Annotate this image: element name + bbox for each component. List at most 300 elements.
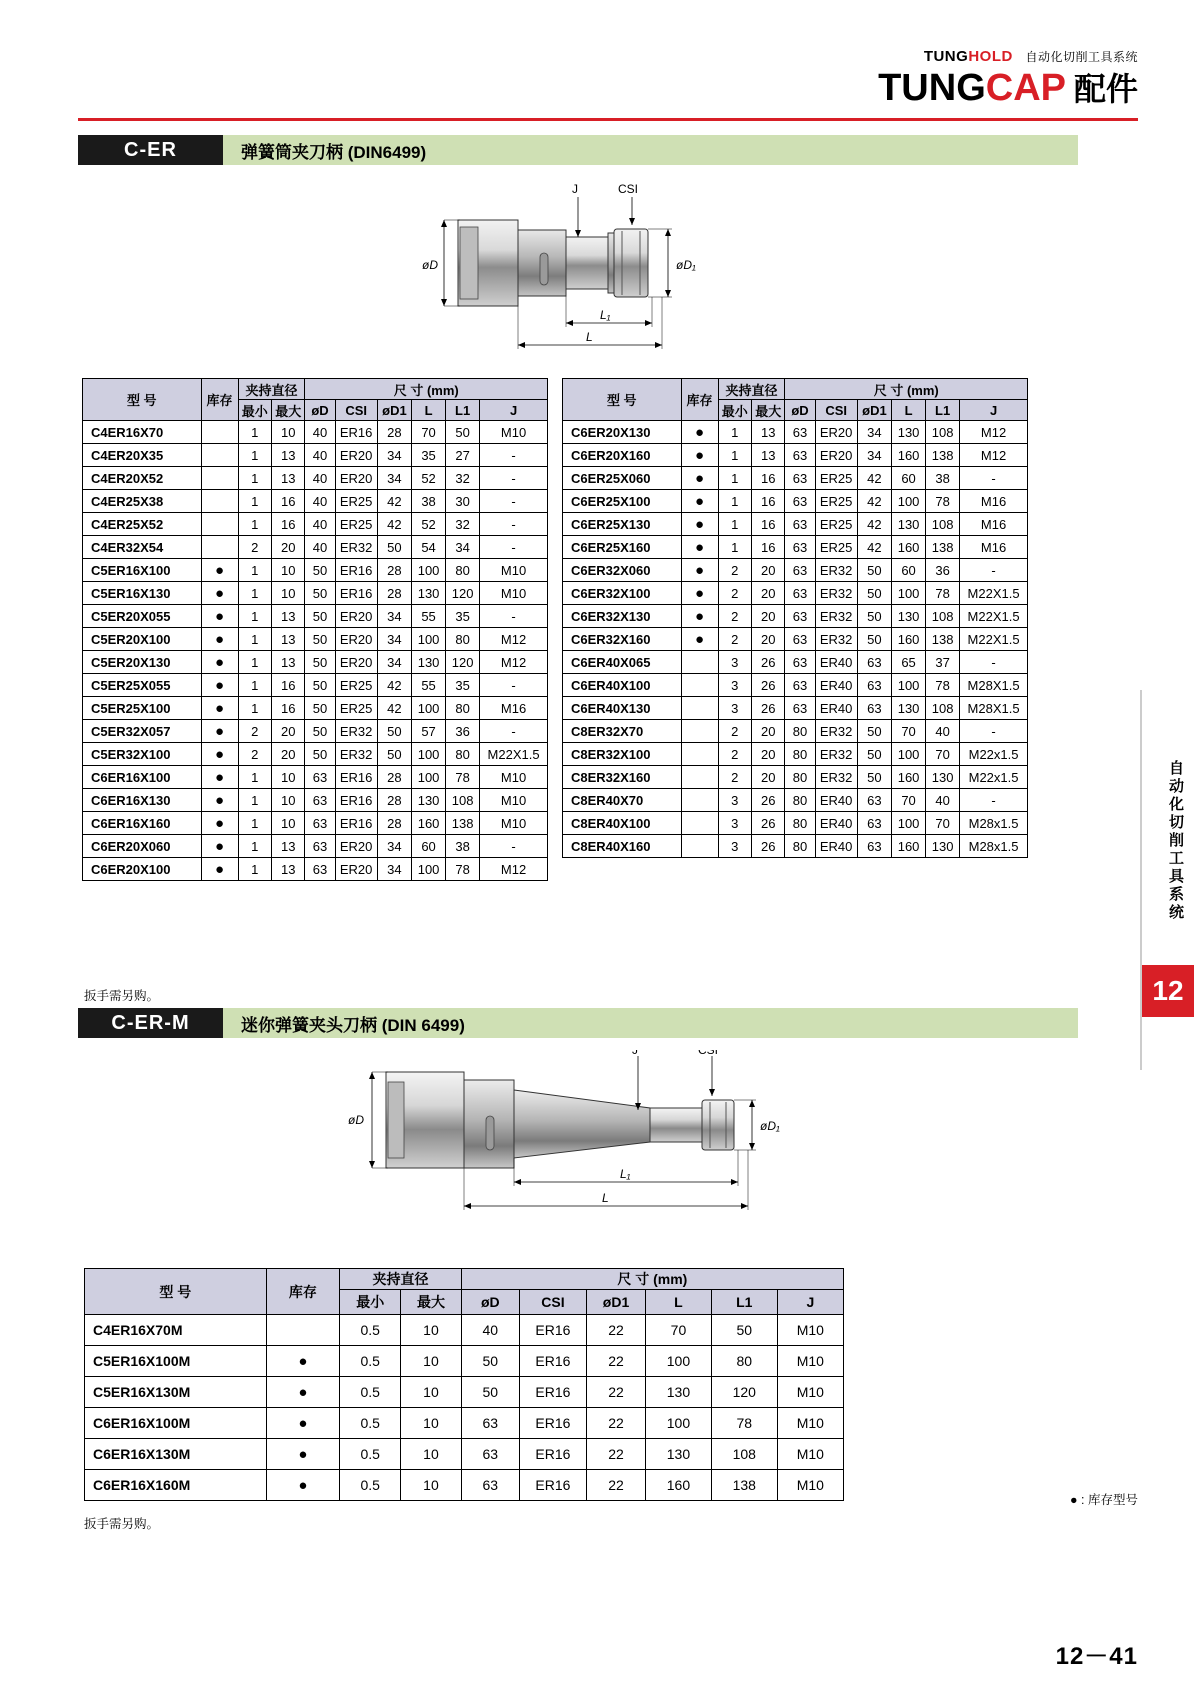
cell-oD1: 28: [377, 812, 411, 835]
cell-oD1: 50: [857, 743, 891, 766]
table-row: [563, 421, 1028, 444]
cell-J: M10: [480, 789, 548, 812]
cell-J: -: [480, 444, 548, 467]
cell-J: M10: [480, 766, 548, 789]
cell-oD1: 34: [377, 444, 411, 467]
cell-max: 10: [271, 421, 305, 444]
table-row: [563, 697, 1028, 720]
cell-oD1: 22: [587, 1346, 646, 1377]
cell-L: 70: [412, 421, 446, 444]
cell-model: C4ER20X35: [83, 444, 202, 467]
cell-oD1: 50: [857, 766, 891, 789]
cell-oD: 63: [785, 421, 815, 444]
cell-L1: 36: [446, 720, 480, 743]
cell-max: 26: [751, 789, 785, 812]
cell-oD: 80: [785, 835, 815, 858]
cell-min: 1: [238, 651, 271, 674]
cell-J: M16: [960, 513, 1028, 536]
table-row: [563, 536, 1028, 559]
cell-max: 13: [271, 858, 305, 881]
table-row: [563, 559, 1028, 582]
table-row: [563, 651, 1028, 674]
cell-L: 130: [892, 697, 926, 720]
table-row: [563, 720, 1028, 743]
cell-L: 100: [412, 559, 446, 582]
cell-oD: 40: [305, 467, 335, 490]
cell-stock: ●: [201, 812, 238, 835]
table-row: [563, 835, 1028, 858]
cell-oD1: 28: [377, 559, 411, 582]
table-row: [563, 444, 1028, 467]
note-wrench-1: 扳手需另购。: [84, 989, 160, 1003]
th-dim: 尺 寸 (mm): [785, 379, 1028, 400]
cell-oD: 50: [305, 720, 335, 743]
cell-model: C4ER20X52: [83, 467, 202, 490]
note-wrench-2: 扳手需另购。: [84, 1517, 160, 1531]
th-l: L: [646, 1290, 712, 1315]
cell-min: 1: [718, 490, 751, 513]
svg-text:L: L: [602, 1191, 609, 1205]
cell-L1: 120: [446, 651, 480, 674]
th-j: J: [960, 400, 1028, 421]
cell-stock: ●: [201, 697, 238, 720]
cell-L1: 38: [446, 835, 480, 858]
cell-model: C6ER32X060: [563, 559, 682, 582]
th-model: 型 号: [83, 379, 202, 421]
cell-J: -: [480, 490, 548, 513]
cell-L1: 138: [711, 1470, 777, 1501]
table-row: [85, 1470, 844, 1501]
cell-L1: 78: [446, 858, 480, 881]
cell-max: 26: [751, 835, 785, 858]
cell-oD1: 63: [857, 835, 891, 858]
cell-min: 0.5: [340, 1346, 401, 1377]
table-row: [83, 812, 548, 835]
table-row: [85, 1315, 844, 1346]
cell-L: 160: [892, 444, 926, 467]
cell-L1: 38: [926, 467, 960, 490]
cell-J: M16: [960, 490, 1028, 513]
cell-stock: [681, 651, 718, 674]
cell-min: 2: [238, 720, 271, 743]
cell-stock: ●: [201, 582, 238, 605]
cell-max: 10: [401, 1470, 462, 1501]
cell-model: C6ER16X160: [83, 812, 202, 835]
cell-oD1: 50: [377, 743, 411, 766]
cell-max: 20: [751, 720, 785, 743]
cell-max: 16: [751, 536, 785, 559]
cell-oD1: 63: [857, 697, 891, 720]
cell-J: -: [480, 605, 548, 628]
cell-L: 100: [646, 1346, 712, 1377]
cell-J: M12: [480, 628, 548, 651]
cell-L1: 50: [446, 421, 480, 444]
cell-csi: ER16: [335, 559, 377, 582]
th-od1: øD1: [377, 400, 411, 421]
cell-min: 1: [238, 697, 271, 720]
cell-L1: 138: [926, 444, 960, 467]
cell-oD1: 28: [377, 789, 411, 812]
cell-min: 1: [718, 421, 751, 444]
cell-oD1: 42: [857, 467, 891, 490]
cell-oD: 40: [305, 490, 335, 513]
cell-min: 1: [238, 628, 271, 651]
legend-stock: ● : 库存型号: [1070, 1493, 1138, 1507]
table-row: [563, 467, 1028, 490]
cell-L: 52: [412, 467, 446, 490]
cell-L1: 50: [711, 1315, 777, 1346]
cell-min: 3: [718, 812, 751, 835]
cell-L: 54: [412, 536, 446, 559]
cell-model: C6ER16X100: [83, 766, 202, 789]
cell-min: 1: [238, 444, 271, 467]
cell-oD: 63: [785, 444, 815, 467]
cell-csi: ER25: [335, 697, 377, 720]
cell-csi: ER40: [815, 697, 857, 720]
cell-min: 2: [718, 582, 751, 605]
th-stock: 库存: [201, 379, 238, 421]
cell-L1: 30: [446, 490, 480, 513]
cell-oD: 63: [461, 1408, 519, 1439]
cell-L1: 120: [711, 1377, 777, 1408]
cell-L: 65: [892, 651, 926, 674]
cell-model: C6ER25X130: [563, 513, 682, 536]
drawing-c-er: [400, 175, 730, 365]
svg-text:J: J: [572, 182, 578, 196]
cell-stock: ●: [681, 605, 718, 628]
cell-L1: 80: [446, 628, 480, 651]
cell-L1: 80: [446, 559, 480, 582]
cell-stock: ●: [266, 1439, 340, 1470]
cell-L: 160: [892, 766, 926, 789]
cell-stock: ●: [201, 766, 238, 789]
cell-oD1: 22: [587, 1439, 646, 1470]
cell-oD: 80: [785, 720, 815, 743]
cell-stock: ●: [201, 835, 238, 858]
cell-stock: [201, 421, 238, 444]
cell-max: 10: [271, 812, 305, 835]
cell-csi: ER25: [815, 467, 857, 490]
cell-model: C6ER16X160M: [85, 1470, 267, 1501]
cell-csi: ER20: [335, 467, 377, 490]
cell-J: M12: [960, 444, 1028, 467]
cell-J: M28x1.5: [960, 835, 1028, 858]
cell-model: C8ER40X70: [563, 789, 682, 812]
cell-max: 20: [751, 743, 785, 766]
cell-oD: 80: [785, 743, 815, 766]
cell-csi: ER20: [335, 651, 377, 674]
cell-L1: 130: [926, 766, 960, 789]
cell-stock: [266, 1315, 340, 1346]
cell-max: 13: [271, 467, 305, 490]
cell-oD: 80: [785, 812, 815, 835]
svg-text:L₁: L₁: [600, 308, 611, 322]
cell-J: M28X1.5: [960, 697, 1028, 720]
table-row: [85, 1377, 844, 1408]
cell-model: C6ER32X160: [563, 628, 682, 651]
side-vertical-text: 自动化切削工具系统: [1167, 760, 1184, 922]
cell-min: 2: [718, 743, 751, 766]
cell-model: C4ER25X38: [83, 490, 202, 513]
cell-max: 10: [271, 582, 305, 605]
cell-model: C8ER32X100: [563, 743, 682, 766]
table-row: [563, 743, 1028, 766]
cell-J: M22X1.5: [960, 582, 1028, 605]
cell-model: C4ER16X70M: [85, 1315, 267, 1346]
cell-L1: 108: [926, 513, 960, 536]
cell-oD: 50: [461, 1346, 519, 1377]
cell-stock: [201, 513, 238, 536]
th-od1: øD1: [857, 400, 891, 421]
cell-stock: ●: [201, 605, 238, 628]
cell-oD: 63: [785, 536, 815, 559]
table-row: [563, 628, 1028, 651]
cell-min: 3: [718, 835, 751, 858]
cell-min: 1: [718, 444, 751, 467]
table-row: [563, 766, 1028, 789]
cell-model: C4ER16X70: [83, 421, 202, 444]
cell-oD: 50: [305, 605, 335, 628]
cell-L: 70: [892, 720, 926, 743]
th-dim: 尺 寸 (mm): [461, 1269, 843, 1290]
cell-oD: 50: [305, 697, 335, 720]
cell-model: C4ER32X54: [83, 536, 202, 559]
cell-csi: ER16: [335, 766, 377, 789]
cell-L1: 138: [446, 812, 480, 835]
cell-max: 20: [751, 559, 785, 582]
cell-stock: [681, 789, 718, 812]
svg-text:øD₁: øD₁: [676, 258, 696, 272]
cell-min: 0.5: [340, 1470, 401, 1501]
cell-oD1: 42: [857, 536, 891, 559]
cell-J: M10: [777, 1377, 843, 1408]
table-row: [83, 605, 548, 628]
cell-stock: ●: [681, 467, 718, 490]
cell-J: M10: [777, 1315, 843, 1346]
cell-J: M10: [480, 559, 548, 582]
cell-min: 1: [238, 605, 271, 628]
cell-oD: 63: [461, 1470, 519, 1501]
cell-max: 10: [401, 1315, 462, 1346]
cell-max: 26: [751, 651, 785, 674]
cell-min: 0.5: [340, 1377, 401, 1408]
cell-oD: 63: [785, 467, 815, 490]
cell-oD: 63: [305, 789, 335, 812]
cell-J: M16: [960, 536, 1028, 559]
th-csi: CSI: [335, 400, 377, 421]
cell-J: M12: [480, 858, 548, 881]
cell-min: 1: [238, 513, 271, 536]
cell-stock: [681, 835, 718, 858]
cell-J: M10: [480, 421, 548, 444]
cell-stock: ●: [201, 743, 238, 766]
cell-oD: 63: [785, 605, 815, 628]
table-row: [83, 559, 548, 582]
table-row: [83, 835, 548, 858]
svg-text:L₁: L₁: [620, 1167, 631, 1181]
cell-stock: ●: [681, 559, 718, 582]
cell-csi: ER16: [519, 1346, 586, 1377]
th-clamp: 夹持直径: [238, 379, 305, 400]
cell-oD1: 42: [377, 490, 411, 513]
cell-L: 130: [412, 582, 446, 605]
th-min: 最小: [238, 400, 271, 421]
cell-stock: [201, 467, 238, 490]
cell-L: 70: [646, 1315, 712, 1346]
cell-oD: 63: [461, 1439, 519, 1470]
chapter-badge: 12: [1142, 965, 1194, 1017]
cell-min: 1: [238, 559, 271, 582]
cell-stock: ●: [201, 651, 238, 674]
cell-csi: ER32: [815, 766, 857, 789]
cell-L1: 32: [446, 467, 480, 490]
drawing-c-er-m: [320, 1050, 790, 1230]
cell-csi: ER25: [335, 490, 377, 513]
cell-L1: 78: [926, 674, 960, 697]
table-row: [83, 789, 548, 812]
cell-oD1: 34: [377, 605, 411, 628]
cell-csi: ER32: [815, 628, 857, 651]
cell-min: 1: [238, 674, 271, 697]
cell-max: 20: [751, 605, 785, 628]
cell-max: 20: [271, 536, 305, 559]
cell-max: 26: [751, 674, 785, 697]
cell-oD1: 50: [857, 628, 891, 651]
th-od: øD: [461, 1290, 519, 1315]
cell-J: M10: [777, 1470, 843, 1501]
cell-oD1: 34: [377, 467, 411, 490]
th-max: 最大: [401, 1290, 462, 1315]
table-row: [83, 720, 548, 743]
cell-L: 100: [892, 582, 926, 605]
cell-L: 100: [412, 628, 446, 651]
cell-L1: 70: [926, 812, 960, 835]
table-row: [563, 582, 1028, 605]
cell-oD1: 63: [857, 789, 891, 812]
th-stock: 库存: [681, 379, 718, 421]
cell-model: C5ER16X100M: [85, 1346, 267, 1377]
th-clamp: 夹持直径: [340, 1269, 461, 1290]
cell-oD1: 42: [377, 674, 411, 697]
cell-oD1: 42: [377, 697, 411, 720]
cell-stock: ●: [681, 490, 718, 513]
cell-J: M12: [960, 421, 1028, 444]
cell-oD1: 50: [377, 720, 411, 743]
cell-csi: ER32: [335, 743, 377, 766]
cell-L: 60: [892, 559, 926, 582]
section-code-c-er-m: C-ER-M: [78, 1008, 223, 1038]
th-csi: CSI: [815, 400, 857, 421]
table-row: [563, 812, 1028, 835]
brand2-tung-text: TUNG: [878, 67, 986, 109]
cell-oD: 50: [305, 743, 335, 766]
cell-oD: 63: [785, 674, 815, 697]
cell-model: C5ER20X130: [83, 651, 202, 674]
cell-stock: [681, 697, 718, 720]
cell-max: 16: [271, 490, 305, 513]
cell-oD1: 22: [587, 1408, 646, 1439]
cell-model: C6ER32X100: [563, 582, 682, 605]
cell-L: 70: [892, 789, 926, 812]
cell-L1: 40: [926, 789, 960, 812]
cell-oD: 63: [785, 490, 815, 513]
table-c-er-right-body: [563, 421, 1028, 858]
cell-L1: 108: [926, 421, 960, 444]
cell-stock: [681, 720, 718, 743]
cell-stock: [201, 444, 238, 467]
cell-stock: ●: [201, 720, 238, 743]
cell-csi: ER32: [335, 720, 377, 743]
cell-min: 1: [718, 467, 751, 490]
cell-J: -: [480, 674, 548, 697]
cell-J: -: [480, 720, 548, 743]
table-row: [563, 605, 1028, 628]
cell-max: 10: [271, 766, 305, 789]
cell-min: 1: [718, 513, 751, 536]
cell-L: 130: [892, 513, 926, 536]
cell-stock: ●: [201, 628, 238, 651]
cell-min: 1: [238, 766, 271, 789]
cell-stock: ●: [681, 628, 718, 651]
cell-max: 10: [271, 559, 305, 582]
brand-tung-text: TUNG: [923, 48, 969, 65]
cell-min: 3: [718, 697, 751, 720]
cell-oD: 63: [305, 766, 335, 789]
cell-csi: ER20: [335, 628, 377, 651]
cell-csi: ER20: [815, 421, 857, 444]
section-bar-c-er: [78, 135, 1078, 165]
th-l1: L1: [446, 400, 480, 421]
cell-J: M22X1.5: [480, 743, 548, 766]
table-row: [83, 582, 548, 605]
cell-stock: [681, 812, 718, 835]
cell-model: C6ER20X060: [83, 835, 202, 858]
brand-block: [878, 48, 1138, 107]
cell-oD: 63: [305, 812, 335, 835]
cell-min: 1: [238, 421, 271, 444]
cell-max: 10: [271, 789, 305, 812]
cell-min: 2: [718, 605, 751, 628]
cell-csi: ER32: [815, 720, 857, 743]
table-row: [85, 1346, 844, 1377]
cell-min: 1: [238, 858, 271, 881]
cell-csi: ER16: [335, 812, 377, 835]
cell-min: 1: [238, 835, 271, 858]
cell-L1: 108: [711, 1439, 777, 1470]
table-row: [83, 697, 548, 720]
th-l: L: [412, 400, 446, 421]
th-l: L: [892, 400, 926, 421]
cell-stock: ●: [201, 858, 238, 881]
th-j: J: [480, 400, 548, 421]
cell-L: 130: [646, 1439, 712, 1470]
cell-model: C6ER16X130M: [85, 1439, 267, 1470]
cell-csi: ER16: [519, 1470, 586, 1501]
cell-csi: ER20: [335, 605, 377, 628]
cell-min: 0.5: [340, 1408, 401, 1439]
cell-oD1: 28: [377, 766, 411, 789]
cell-J: M10: [480, 812, 548, 835]
cell-stock: ●: [681, 582, 718, 605]
table-row: [83, 674, 548, 697]
cell-csi: ER20: [335, 858, 377, 881]
table-row: [85, 1408, 844, 1439]
cell-min: 2: [238, 743, 271, 766]
cell-csi: ER40: [815, 789, 857, 812]
cell-oD1: 34: [377, 835, 411, 858]
cell-stock: ●: [681, 513, 718, 536]
cell-csi: ER40: [815, 835, 857, 858]
